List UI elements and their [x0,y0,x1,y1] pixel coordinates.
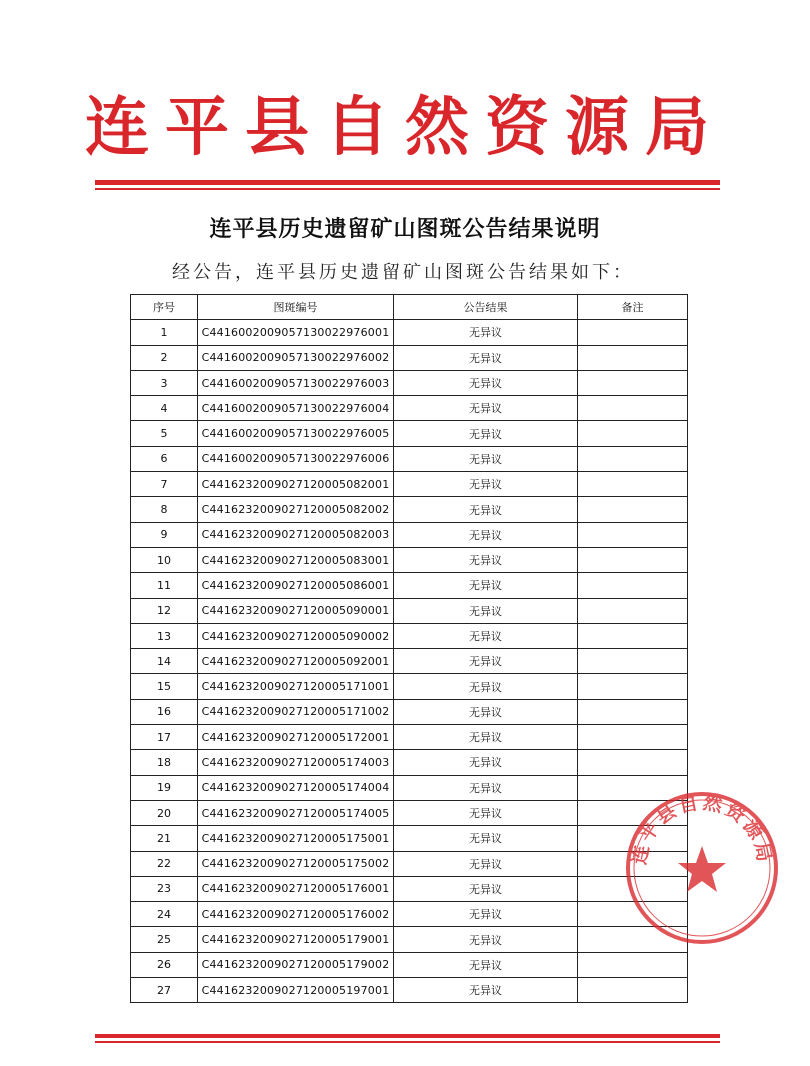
row-note [578,699,688,724]
row-result: 无异议 [394,649,578,674]
row-note [578,320,688,345]
row-result: 无异议 [394,775,578,800]
row-number: 3 [131,370,198,395]
results-table [130,294,688,1003]
table-row [131,547,688,572]
row-number: 15 [131,674,198,699]
row-number: 18 [131,750,198,775]
table-row [131,927,688,952]
row-number: 4 [131,396,198,421]
row-result: 无异议 [394,320,578,345]
row-result: 无异议 [394,674,578,699]
column-header-result: 公告结果 [394,295,578,320]
table-body [131,320,688,1003]
header-rule-thin [95,188,720,190]
row-code: C4416232009027120005092001 [198,649,394,674]
row-result: 无异议 [394,396,578,421]
row-number: 21 [131,826,198,851]
table-row [131,876,688,901]
row-code: C4416232009027120005171002 [198,699,394,724]
row-number: 26 [131,952,198,977]
row-number: 7 [131,472,198,497]
row-code: C4416002009057130022976004 [198,396,394,421]
row-result: 无异议 [394,421,578,446]
row-note [578,573,688,598]
table-row [131,902,688,927]
row-number: 19 [131,775,198,800]
row-number: 23 [131,876,198,901]
row-code: C4416232009027120005172001 [198,725,394,750]
row-number: 24 [131,902,198,927]
table-row [131,623,688,648]
row-note [578,598,688,623]
row-note [578,421,688,446]
row-number: 8 [131,497,198,522]
star-icon [678,846,726,892]
row-note [578,345,688,370]
row-code: C4416232009027120005174003 [198,750,394,775]
row-result: 无异议 [394,750,578,775]
column-header-no: 序号 [131,295,198,320]
table-row [131,320,688,345]
table-row [131,472,688,497]
row-code: C4416002009057130022976005 [198,421,394,446]
table-row [131,750,688,775]
row-number: 12 [131,598,198,623]
row-note [578,725,688,750]
row-number: 11 [131,573,198,598]
row-result: 无异议 [394,497,578,522]
row-code: C4416232009027120005175001 [198,826,394,851]
row-note [578,446,688,471]
table-row [131,699,688,724]
row-result: 无异议 [394,598,578,623]
row-number: 5 [131,421,198,446]
row-note [578,396,688,421]
row-result: 无异议 [394,952,578,977]
row-code: C4416232009027120005083001 [198,547,394,572]
row-result: 无异议 [394,725,578,750]
row-note [578,623,688,648]
row-note [578,750,688,775]
row-code: C4416232009027120005090002 [198,623,394,648]
row-code: C4416002009057130022976001 [198,320,394,345]
row-result: 无异议 [394,573,578,598]
row-code: C4416232009027120005179001 [198,927,394,952]
row-code: C4416232009027120005175002 [198,851,394,876]
row-result: 无异议 [394,978,578,1003]
row-result: 无异议 [394,927,578,952]
table-row [131,725,688,750]
row-number: 17 [131,725,198,750]
row-number: 6 [131,446,198,471]
row-code: C4416232009027120005197001 [198,978,394,1003]
row-code: C4416232009027120005176001 [198,876,394,901]
row-number: 9 [131,522,198,547]
table-row [131,826,688,851]
footer-rule-thick [95,1034,720,1038]
row-note [578,978,688,1003]
table-row [131,497,688,522]
row-result: 无异议 [394,876,578,901]
table-row [131,446,688,471]
footer-rule-thin [95,1041,720,1043]
row-code: C4416232009027120005082001 [198,472,394,497]
row-note [578,674,688,699]
row-code: C4416232009027120005171001 [198,674,394,699]
row-number: 14 [131,649,198,674]
row-code: C4416232009027120005082002 [198,497,394,522]
table-row [131,421,688,446]
row-result: 无异议 [394,547,578,572]
row-note [578,522,688,547]
row-number: 27 [131,978,198,1003]
row-result: 无异议 [394,800,578,825]
column-header-note: 备注 [578,295,688,320]
row-code: C4416232009027120005082003 [198,522,394,547]
row-note [578,649,688,674]
row-code: C4416002009057130022976002 [198,345,394,370]
table-row [131,775,688,800]
agency-masthead: 连平县自然资源局 [85,90,725,165]
row-result: 无异议 [394,370,578,395]
row-note [578,547,688,572]
row-number: 13 [131,623,198,648]
table-row [131,649,688,674]
row-code: C4416002009057130022976006 [198,446,394,471]
row-number: 1 [131,320,198,345]
column-header-code: 图斑编号 [198,295,394,320]
row-number: 25 [131,927,198,952]
row-result: 无异议 [394,623,578,648]
row-note [578,952,688,977]
seal-text: 连平县自然资源局 [628,791,776,867]
table-row [131,800,688,825]
row-result: 无异议 [394,826,578,851]
row-result: 无异议 [394,472,578,497]
table-row [131,851,688,876]
row-result: 无异议 [394,345,578,370]
table-row [131,598,688,623]
table-row [131,522,688,547]
row-note [578,472,688,497]
row-number: 22 [131,851,198,876]
row-code: C4416232009027120005176002 [198,902,394,927]
document-title: 连平县历史遗留矿山图斑公告结果说明 [209,217,601,242]
header-rule-thick [95,180,720,185]
row-result: 无异议 [394,522,578,547]
row-number: 10 [131,547,198,572]
table-row [131,978,688,1003]
row-code: C4416232009027120005086001 [198,573,394,598]
official-seal [622,788,782,948]
table-row [131,573,688,598]
row-code: C4416232009027120005179002 [198,952,394,977]
table-row [131,370,688,395]
intro-text: 经公告，连平县历史遗留矿山图斑公告结果如下： [172,262,634,283]
row-result: 无异议 [394,446,578,471]
row-code: C4416232009027120005174005 [198,800,394,825]
row-number: 2 [131,345,198,370]
row-result: 无异议 [394,902,578,927]
row-code: C4416232009027120005090001 [198,598,394,623]
table-row [131,396,688,421]
row-result: 无异议 [394,851,578,876]
table-row [131,674,688,699]
row-note [578,497,688,522]
row-number: 20 [131,800,198,825]
row-note [578,370,688,395]
table-row [131,952,688,977]
table-row [131,345,688,370]
row-code: C4416232009027120005174004 [198,775,394,800]
table-header-row [131,295,688,320]
row-number: 16 [131,699,198,724]
row-code: C4416002009057130022976003 [198,370,394,395]
row-result: 无异议 [394,699,578,724]
